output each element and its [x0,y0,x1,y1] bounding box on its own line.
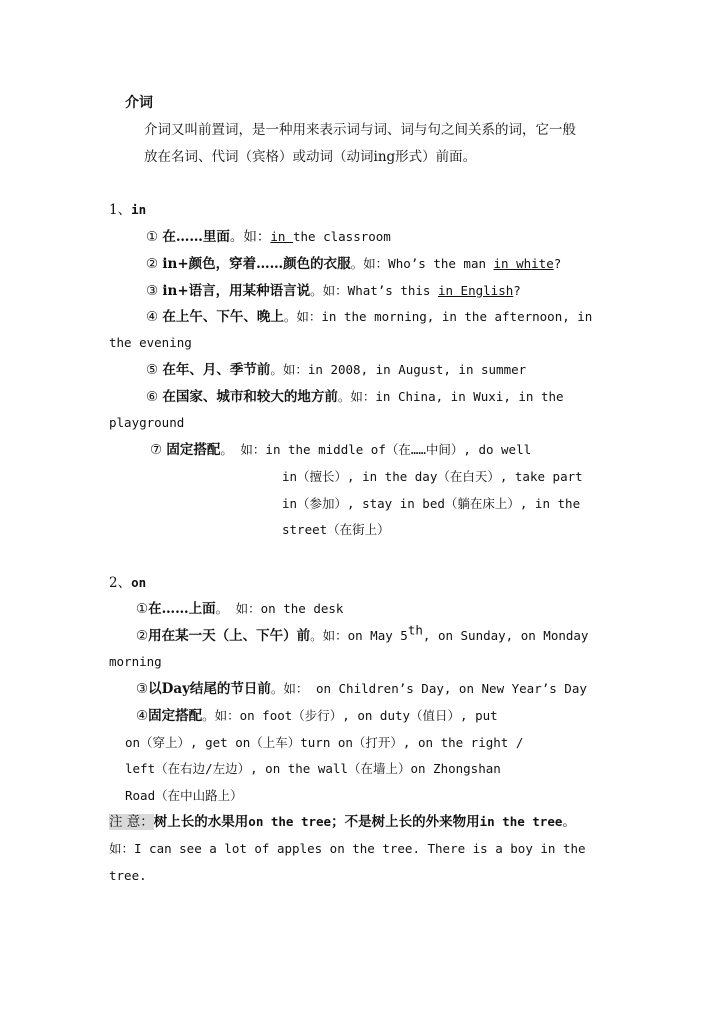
on-item-3: ③以Day结尾的节日前。如： on Children’s Day, on New Year’s Day [136,681,587,697]
intro-line-2: 放在名词、代词（宾格）或动词（动词ing形式）前面。 [144,149,477,165]
on-item-4-line-4: Road（在中山路上） [125,788,243,803]
in-item-2: ② in+颜色，穿着……颜色的衣服。如：Who’s the man in white? [146,256,562,272]
section-number: 2、 [109,575,132,591]
on-item-2: ②用在某一天（上、下午）前。如：on May 5th, on Sunday, on Monday [136,622,589,644]
note-example-line-2: tree. [109,868,147,883]
on-item-4-line-3: left（在右边/左边）, on the wall（在墙上）on Zhongshan [125,761,501,776]
on-item-4-line-2: on（穿上）, get on（上车）turn on（打开）, on the right / [125,735,524,750]
intro-line-1: 介词又叫前置词，是一种用来表示词与词、词与句之间关系的词，它一般 [144,122,576,138]
in-item-7-line-3: in（参加）, stay in bed（躺在床上）, in the [282,496,581,511]
note-example-line-1: 如：I can see a lot of apples on the tree. There is a boy in the [109,841,586,856]
section-word: in [131,202,147,217]
on-item-2-cont: morning [109,654,162,669]
on-item-1: ①在……上面。 如：on the desk [136,601,344,617]
in-item-1: ① 在……里面。如：in the classroom [146,229,391,245]
note-label: 注 意： [109,814,154,830]
section-in-heading [109,200,146,220]
in-item-6-cont: playground [109,415,185,430]
on-item-4: ④固定搭配。如：on foot（步行）, on duty（值日）, put [136,708,498,724]
in-item-7: ⑦ 固定搭配。 如：in the middle of（在……中间）, do well [150,442,532,458]
in-item-7-line-2: in（擅长）, in the day（在白天）, take part [282,469,583,484]
page-title: 介词 [125,95,153,111]
section-on-heading [109,573,146,593]
section-number: 1、 [109,202,132,218]
in-item-6: ⑥ 在国家、城市和较大的地方前。如：in China, in Wuxi, in the [146,389,564,405]
section-word: on [131,575,147,590]
in-item-4: ④ 在上午、下午、晚上。如：in the morning, in the afternoon, in [146,309,593,325]
note-line: 注 意：树上长的水果用on the tree；不是树上长的外来物用in the tree。 [109,814,576,830]
in-item-3: ③ in+语言，用某种语言说。如：What’s this in English? [146,283,521,299]
in-item-4-cont: the evening [109,335,192,350]
in-item-5: ⑤ 在年、月、季节前。如：in 2008, in August, in summer [146,362,527,378]
in-item-7-line-4: street（在街上） [282,522,390,537]
